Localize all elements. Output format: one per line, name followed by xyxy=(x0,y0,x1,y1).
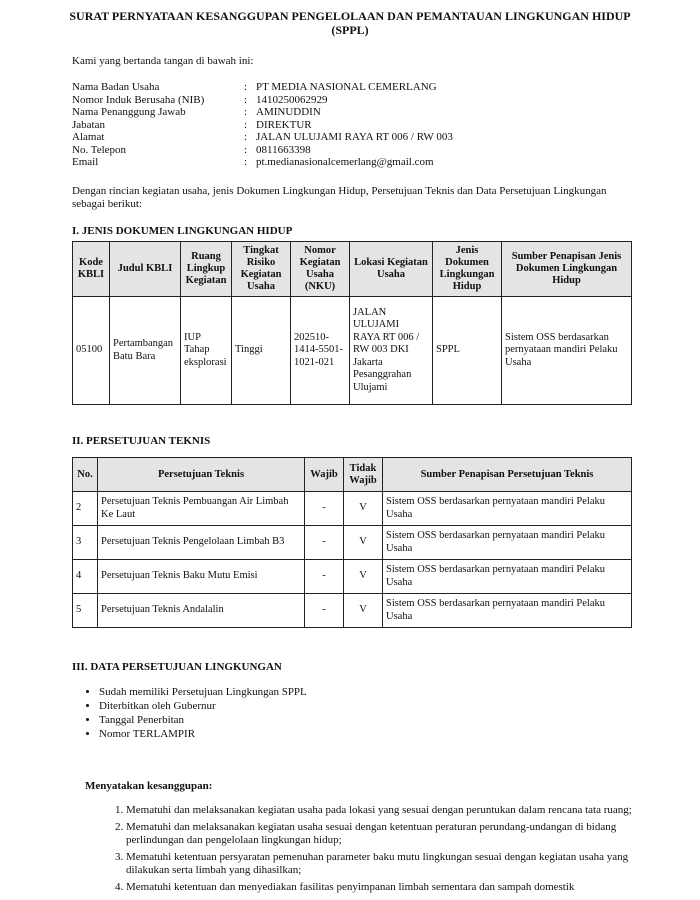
header-cell: Jenis Dokumen Lingkungan Hidup xyxy=(433,242,502,297)
approval-name: Persetujuan Teknis Baku Mutu Emisi xyxy=(98,560,305,594)
not-required-mark: V xyxy=(344,594,383,628)
approval-source: Sistem OSS berdasarkan pernyataan mandiri Pelaku Usaha xyxy=(383,526,632,560)
environment-document-table xyxy=(72,241,632,405)
kbli-title: Pertambangan Batu Bara xyxy=(110,297,181,405)
header-cell: Persetujuan Teknis xyxy=(98,458,305,492)
header-cell: Wajib xyxy=(305,458,344,492)
row-number: 5 xyxy=(73,594,98,628)
table-row xyxy=(73,297,632,405)
not-required-mark: V xyxy=(344,560,383,594)
identity-label: Nama Penanggung Jawab xyxy=(72,106,186,118)
document-type: SPPL xyxy=(433,297,502,405)
list-item: 1. Mematuhi dan melaksanakan kegiatan usaha pada lokasi yang sesuai dengan peruntukan dalam rencana tata ruang; xyxy=(126,804,636,818)
row-number: 2 xyxy=(73,492,98,526)
risk-level: Tinggi xyxy=(232,297,291,405)
identity-value: DIREKTUR xyxy=(256,118,312,131)
identity-value: PT MEDIA NASIONAL CEMERLANG xyxy=(256,81,437,93)
identity-label: No. Telepon xyxy=(72,143,127,156)
list-item: 3. Mematuhi ketentuan persyaratan pemenuhan parameter baku mutu lingkungan sesuai dengan kegiatan usaha yang dilakukan serta limbah yang dihasilkan; xyxy=(126,851,636,878)
approval-source: Sistem OSS berdasarkan pernyataan mandiri Pelaku Usaha xyxy=(383,560,632,594)
not-required-mark: V xyxy=(344,492,383,526)
identity-label: Jabatan xyxy=(72,118,105,131)
nku-number: 202510-1414-5501-1021-021 xyxy=(291,297,350,405)
approval-source: Sistem OSS berdasarkan pernyataan mandiri Pelaku Usaha xyxy=(383,492,632,526)
identity-colon: : xyxy=(244,93,248,106)
required-mark: - xyxy=(305,560,344,594)
identity-label: Alamat xyxy=(72,131,105,143)
identity-colon: : xyxy=(244,131,248,143)
screening-source: Sistem OSS berdasarkan pernyataan mandiri Pelaku Usaha xyxy=(502,297,632,405)
identity-row xyxy=(72,156,453,169)
identity-row xyxy=(72,106,453,119)
approval-name: Persetujuan Teknis Pembuangan Air Limbah Ke Laut xyxy=(98,492,305,526)
list-item: • Diterbitkan oleh Gubernur xyxy=(99,699,307,713)
activity-scope: IUP Tahap eksplorasi xyxy=(181,297,232,405)
identity-table xyxy=(72,81,453,169)
identity-row xyxy=(72,131,453,144)
identity-label: Email xyxy=(72,156,99,168)
required-mark: - xyxy=(305,526,344,560)
list-item: • Sudah memiliki Persetujuan Lingkungan SPPL xyxy=(99,685,307,699)
table-row xyxy=(73,560,632,594)
identity-colon: : xyxy=(244,156,248,168)
approval-source: Sistem OSS berdasarkan pernyataan mandiri Pelaku Usaha xyxy=(383,594,632,628)
identity-row xyxy=(72,119,453,132)
identity-row xyxy=(72,81,453,94)
declaration-list xyxy=(110,804,636,897)
table-row xyxy=(73,594,632,628)
technical-approval-table xyxy=(72,457,632,628)
table-header-row xyxy=(73,458,632,492)
table-row xyxy=(73,526,632,560)
identity-colon: : xyxy=(244,81,248,93)
header-cell: Kode KBLI xyxy=(73,242,110,297)
list-item: 2. Mematuhi dan melaksanakan kegiatan usaha sesuai dengan ketentuan peraturan perundang-undangan di bidang perlindungan dan pengelolaan lingkungan hidup; xyxy=(126,821,636,848)
header-cell: Sumber Penapisan Jenis Dokumen Lingkungan Hidup xyxy=(502,242,632,297)
row-number: 4 xyxy=(73,560,98,594)
table-row xyxy=(73,492,632,526)
section-3-heading: III. DATA PERSETUJUAN LINGKUNGAN xyxy=(72,661,282,673)
list-item: • Tanggal Penerbitan xyxy=(99,713,307,727)
environmental-approval-list xyxy=(85,685,307,741)
table-header-row xyxy=(73,242,632,297)
list-item: 4. Mematuhi ketentuan dan menyediakan fasilitas penyimpanan limbah sementara dan sampah domestik xyxy=(126,881,636,895)
intro-text: Kami yang bertanda tangan di bawah ini: xyxy=(72,55,254,67)
document-title: SURAT PERNYATAAN KESANGGUPAN PENGELOLAAN DAN PEMANTAUAN LINGKUNGAN HIDUP (SPPL) xyxy=(69,9,631,37)
list-item: • Nomor TERLAMPIR xyxy=(99,727,307,741)
not-required-mark: V xyxy=(344,526,383,560)
section-1-heading: I. JENIS DOKUMEN LINGKUNGAN HIDUP xyxy=(72,225,293,237)
header-cell: Sumber Penapisan Persetujuan Teknis xyxy=(383,458,632,492)
identity-value: pt.medianasionalcemerlang@gmail.com xyxy=(256,156,434,168)
identity-value: 0811663398 xyxy=(256,143,311,156)
identity-label: Nomor Induk Berusaha (NIB) xyxy=(72,93,205,106)
identity-colon: : xyxy=(244,143,248,156)
lead-text: Dengan rincian kegiatan usaha, jenis Dokumen Lingkungan Hidup, Persetujuan Teknis dan Data Persetujuan Lingkungan sebagai berikut: xyxy=(72,185,607,210)
header-cell: No. xyxy=(73,458,98,492)
kbli-code: 05100 xyxy=(73,297,110,405)
required-mark: - xyxy=(305,594,344,628)
header-cell: Judul KBLI xyxy=(110,242,181,297)
header-cell: Ruang Lingkup Kegiatan xyxy=(181,242,232,297)
identity-colon: : xyxy=(244,118,248,131)
approval-name: Persetujuan Teknis Andalalin xyxy=(98,594,305,628)
approval-name: Persetujuan Teknis Pengelolaan Limbah B3 xyxy=(98,526,305,560)
business-location: JALAN ULUJAMI RAYA RT 006 / RW 003 DKI Jakarta Pesanggrahan Ulujami xyxy=(350,297,433,405)
declaration-heading: Menyatakan kesanggupan: xyxy=(85,780,213,792)
header-cell: Lokasi Kegiatan Usaha xyxy=(350,242,433,297)
row-number: 3 xyxy=(73,526,98,560)
header-cell: Tidak Wajib xyxy=(344,458,383,492)
identity-colon: : xyxy=(244,106,248,118)
identity-value: JALAN ULUJAMI RAYA RT 006 / RW 003 xyxy=(256,131,453,143)
identity-row xyxy=(72,94,453,107)
header-cell: Tingkat Risiko Kegiatan Usaha xyxy=(232,242,291,297)
required-mark: - xyxy=(305,492,344,526)
identity-row xyxy=(72,144,453,157)
header-cell: Nomor Kegiatan Usaha (NKU) xyxy=(291,242,350,297)
identity-label: Nama Badan Usaha xyxy=(72,81,160,93)
identity-value: 1410250062929 xyxy=(256,93,328,106)
identity-value: AMINUDDIN xyxy=(256,106,321,118)
section-2-heading: II. PERSETUJUAN TEKNIS xyxy=(72,435,211,447)
